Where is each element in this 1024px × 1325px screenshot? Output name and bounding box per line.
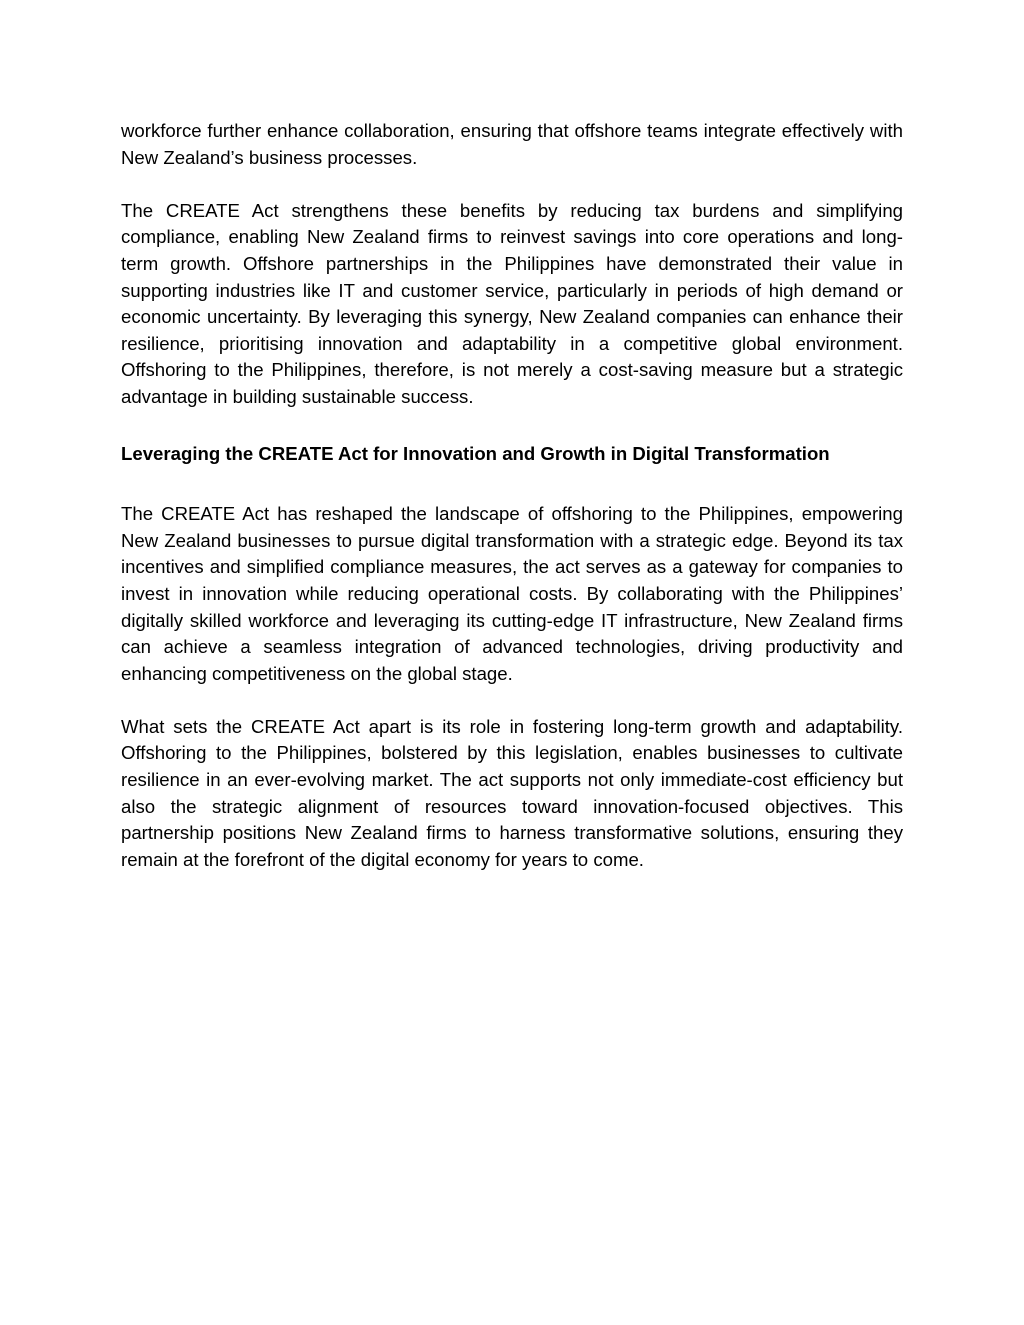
document-page: [121, 118, 903, 873]
paragraph-digital-transformation: The CREATE Act has reshaped the landscape of offshoring to the Philippines, empowering New Zealand businesses to pursue digital transformation with a strategic edge. Beyond its tax incentives and simplified compliance measures, the act serves as a gateway for companies to invest in innovation while reducing operational costs. By collaborating with the Philippines’ digitally skilled workforce and leveraging its cutting-edge IT infrastructure, New Zealand firms can achieve a seamless integration of advanced technologies, driving productivity and enhancing competitiveness on the global stage.: [121, 503, 903, 684]
section-heading: Leveraging the CREATE Act for Innovation and Growth in Digital Transformation: [121, 442, 830, 464]
paragraph-continuation: workforce further enhance collaboration, ensuring that offshore teams integrate effectively with New Zealand’s business processes.: [121, 120, 903, 168]
paragraph-long-term-growth: What sets the CREATE Act apart is its role in fostering long-term growth and adaptability. Offshoring to the Philippines, bolstered by this legislation, enables businesses to cultivate resilience in an ever-evolving market. The act supports not only immediate-cost efficiency but also the strategic alignment of resources toward innovation-focused objectives. This partnership positions New Zealand firms to harness transformative solutions, ensuring they remain at the forefront of the digital economy for years to come.: [121, 715, 903, 870]
paragraph-create-act-benefits: The CREATE Act strengthens these benefits by reducing tax burdens and simplifying compliance, enabling New Zealand firms to reinvest savings into core operations and long-term growth. Offshore partnerships in the Philippines have demonstrated their value in supporting industries like IT and customer service, particularly in periods of high demand or economic uncertainty. By leveraging this synergy, New Zealand companies can enhance their resilience, prioritising innovation and adaptability in a competitive global environment. Offshoring to the Philippines, therefore, is not merely a cost-saving measure but a strategic advantage in building sustainable success.: [121, 199, 903, 407]
